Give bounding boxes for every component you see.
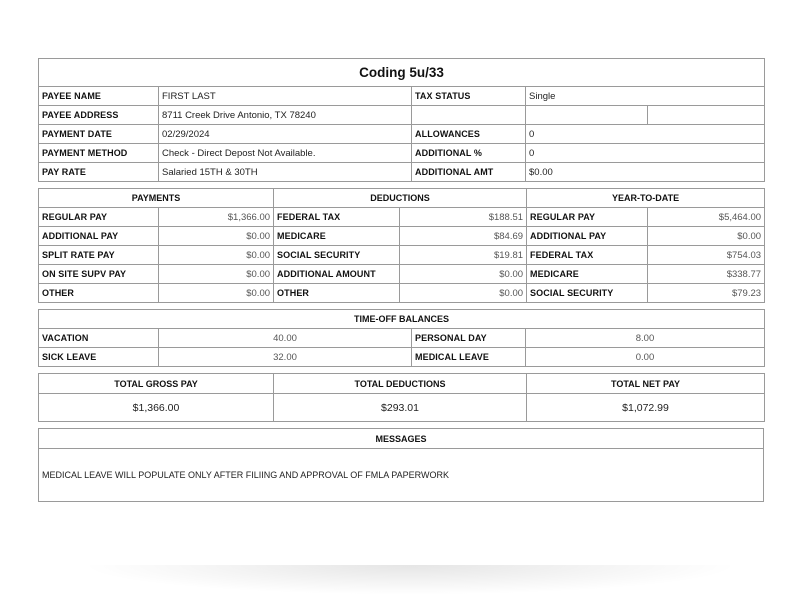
pay-rate-label: PAY RATE [39, 163, 159, 182]
deduction-amount: $84.69 [400, 227, 527, 246]
earnings-row [39, 265, 765, 284]
deduction-amount: $0.00 [400, 265, 527, 284]
additional-amt-label: ADDITIONAL AMT [412, 163, 526, 182]
personal-day-value: 8.00 [526, 329, 765, 348]
additional-amt-value: $0.00 [526, 163, 765, 182]
empty-cell [412, 106, 526, 125]
pay-stub [38, 58, 764, 502]
message-text: MEDICAL LEAVE WILL POPULATE ONLY AFTER FILIING AND APPROVAL OF FMLA PAPERWORK [39, 449, 764, 502]
tax-status-label: TAX STATUS [412, 87, 526, 106]
deduction-amount: $0.00 [400, 284, 527, 303]
ytd-amount: $5,464.00 [648, 208, 765, 227]
total-gross-value: $1,366.00 [39, 394, 274, 422]
timeoff-header: TIME-OFF BALANCES [39, 310, 765, 329]
deduction-label: MEDICARE [274, 227, 400, 246]
vacation-value: 40.00 [159, 329, 412, 348]
ytd-label: REGULAR PAY [527, 208, 648, 227]
page-shadow [80, 565, 740, 595]
deduction-label: FEDERAL TAX [274, 208, 400, 227]
earnings-table [38, 188, 765, 303]
ytd-label: MEDICARE [527, 265, 648, 284]
vacation-label: VACATION [39, 329, 159, 348]
payee-address-label: PAYEE ADDRESS [39, 106, 159, 125]
total-deductions-value: $293.01 [274, 394, 527, 422]
payment-date-value: 02/29/2024 [159, 125, 412, 144]
total-gross-label: TOTAL GROSS PAY [39, 374, 274, 394]
payment-label: ON SITE SUPV PAY [39, 265, 159, 284]
deduction-amount: $19.81 [400, 246, 527, 265]
ytd-amount: $338.77 [648, 265, 765, 284]
medical-leave-label: MEDICAL LEAVE [412, 348, 526, 367]
payment-amount: $0.00 [159, 227, 274, 246]
messages-table [38, 428, 764, 502]
payments-header: PAYMENTS [39, 189, 274, 208]
empty-cell [526, 106, 648, 125]
payment-label: OTHER [39, 284, 159, 303]
payment-label: REGULAR PAY [39, 208, 159, 227]
allowances-label: ALLOWANCES [412, 125, 526, 144]
ytd-label: FEDERAL TAX [527, 246, 648, 265]
medical-leave-value: 0.00 [526, 348, 765, 367]
payment-amount: $0.00 [159, 265, 274, 284]
payee-name-label: PAYEE NAME [39, 87, 159, 106]
payment-label: ADDITIONAL PAY [39, 227, 159, 246]
ytd-label: SOCIAL SECURITY [527, 284, 648, 303]
deduction-label: SOCIAL SECURITY [274, 246, 400, 265]
tax-status-value: Single [526, 87, 765, 106]
deductions-header: DEDUCTIONS [274, 189, 527, 208]
deduction-label: OTHER [274, 284, 400, 303]
earnings-row [39, 284, 765, 303]
personal-day-label: PERSONAL DAY [412, 329, 526, 348]
ytd-amount: $79.23 [648, 284, 765, 303]
ytd-header: YEAR-TO-DATE [527, 189, 765, 208]
payment-amount: $0.00 [159, 284, 274, 303]
ytd-label: ADDITIONAL PAY [527, 227, 648, 246]
payment-amount: $1,366.00 [159, 208, 274, 227]
earnings-row [39, 208, 765, 227]
earnings-row [39, 246, 765, 265]
pay-rate-value: Salaried 15TH & 30TH [159, 163, 412, 182]
payee-info-table [38, 58, 765, 182]
sick-leave-value: 32.00 [159, 348, 412, 367]
payee-name-value: FIRST LAST [159, 87, 412, 106]
payment-date-label: PAYMENT DATE [39, 125, 159, 144]
payment-method-value: Check - Direct Depost Not Available. [159, 144, 412, 163]
total-net-label: TOTAL NET PAY [527, 374, 765, 394]
allowances-value: 0 [526, 125, 765, 144]
additional-pct-label: ADDITIONAL % [412, 144, 526, 163]
totals-table [38, 373, 765, 422]
payee-address-value: 8711 Creek Drive Antonio, TX 78240 [159, 106, 412, 125]
earnings-row [39, 227, 765, 246]
payment-amount: $0.00 [159, 246, 274, 265]
ytd-amount: $754.03 [648, 246, 765, 265]
deduction-amount: $188.51 [400, 208, 527, 227]
timeoff-table [38, 309, 765, 367]
payment-method-label: PAYMENT METHOD [39, 144, 159, 163]
payment-label: SPLIT RATE PAY [39, 246, 159, 265]
sick-leave-label: SICK LEAVE [39, 348, 159, 367]
additional-pct-value: 0 [526, 144, 765, 163]
empty-cell [648, 106, 765, 125]
document-title: Coding 5u/33 [39, 59, 765, 87]
messages-header: MESSAGES [39, 429, 764, 449]
ytd-amount: $0.00 [648, 227, 765, 246]
total-net-value: $1,072.99 [527, 394, 765, 422]
total-deductions-label: TOTAL DEDUCTIONS [274, 374, 527, 394]
deduction-label: ADDITIONAL AMOUNT [274, 265, 400, 284]
